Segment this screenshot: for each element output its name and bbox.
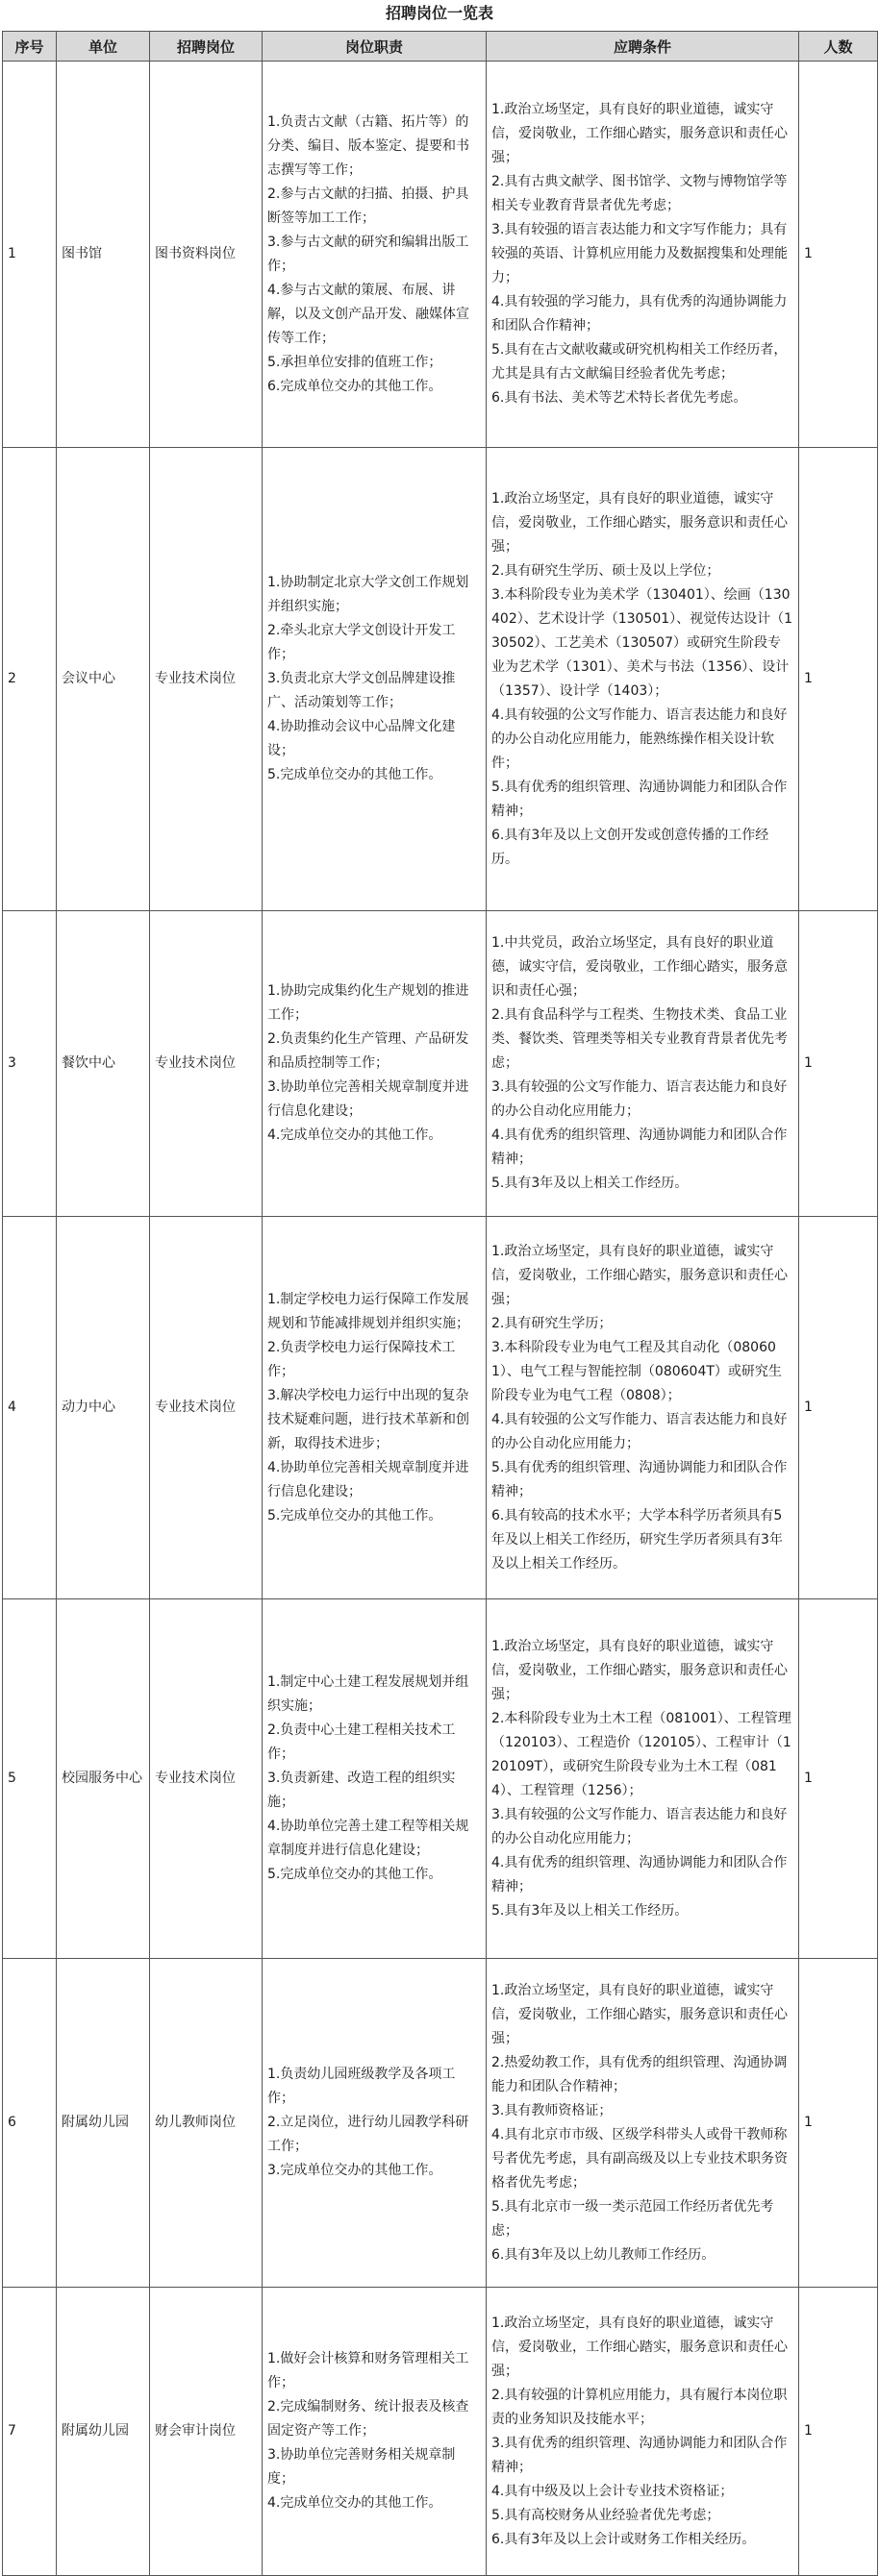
row-unit: 图书馆 <box>57 62 150 448</box>
row-duties <box>263 448 487 911</box>
row-serial-number: 3 <box>3 911 57 1217</box>
requirement-item: 2.具有研究生学历、硕士及以上学位； <box>491 562 720 579</box>
row-serial-number: 1 <box>3 62 57 448</box>
requirement-item: 6.具有3年及以上幼儿教师工作经历。 <box>491 2246 716 2263</box>
duty-item: 1.协助制定北京大学文创工作规划并组织实施； <box>267 575 469 614</box>
duty-item: 3.负责新建、改造工程的组织实施； <box>267 1771 456 1810</box>
row-headcount: 1 <box>799 1599 878 1959</box>
requirement-item: 1.政治立场坚定，具有良好的职业道德，诚实守信，爱岗敬业，工作细心踏实，服务意识和责任心强； <box>491 102 788 165</box>
table-row <box>3 62 878 448</box>
duty-item: 2.负责集约化生产管理、产品研发和品质控制等工作； <box>267 1031 469 1071</box>
duty-item: 2.完成编制财务、统计报表及核查固定资产等工作； <box>267 2399 469 2439</box>
row-requirements <box>487 1217 799 1599</box>
row-unit: 会议中心 <box>57 448 150 911</box>
duty-item: 3.参与古文献的研究和编辑出版工作； <box>267 234 469 274</box>
table-row <box>3 1217 878 1599</box>
duty-item: 6.完成单位交办的其他工作。 <box>267 378 442 394</box>
row-requirements <box>487 911 799 1217</box>
duty-item: 1.做好会计核算和财务管理相关工作； <box>267 2351 469 2390</box>
requirement-item: 2.具有较强的计算机应用能力，具有履行本岗位职责的业务知识及技能水平； <box>491 2387 788 2427</box>
duty-item: 3.协助单位完善相关规章制度并进行信息化建设； <box>267 1079 469 1119</box>
document-title: 招聘岗位一览表 <box>385 4 493 22</box>
duty-item: 4.协助单位完善土建工程等相关规章制度并进行信息化建设； <box>267 1819 469 1858</box>
requirement-item: 5.具有高校财务从业经验者优先考虑； <box>491 2507 720 2523</box>
table-body <box>3 62 878 2576</box>
row-duties <box>263 1599 487 1959</box>
requirement-item: 5.具有在古文献收藏或研究机构相关工作经历者，尤其是具有古文献编目经验者优先考虑； <box>491 342 788 382</box>
row-serial-number: 5 <box>3 1599 57 1959</box>
row-duties <box>263 2288 487 2576</box>
row-position: 专业技术岗位 <box>150 448 263 911</box>
duty-item: 1.负责古文献（古籍、拓片等）的分类、编目、版本鉴定、提要和书志撰写等工作； <box>267 113 469 178</box>
duty-item: 2.负责中心土建工程相关技术工作； <box>267 1722 456 1762</box>
row-requirements <box>487 1599 799 1959</box>
requirement-item: 2.具有研究生学历； <box>491 1315 613 1331</box>
requirement-item: 3.具有较强的语言表达能力和文字写作能力；具有较强的英语、计算机应用能力及数据搜集和处理能力； <box>491 222 788 285</box>
duty-item: 4.完成单位交办的其他工作。 <box>267 2495 442 2511</box>
row-unit: 附属幼儿园 <box>57 2288 150 2576</box>
requirement-item: 5.具有北京市一级一类示范园工作经历者优先考虑； <box>491 2198 774 2239</box>
requirement-item: 5.具有3年及以上相关工作经历。 <box>491 1902 689 1919</box>
duty-item: 4.协助单位完善相关规章制度并进行信息化建设； <box>267 1459 469 1499</box>
requirement-item: 2.具有古典文献学、图书馆学、文物与博物馆学等相关专业教育背景者优先考虑； <box>491 174 788 213</box>
header-serial-number: 序号 <box>3 32 57 62</box>
row-unit: 动力中心 <box>57 1217 150 1599</box>
row-headcount: 1 <box>799 448 878 911</box>
requirement-item: 5.具有优秀的组织管理、沟通协调能力和团队合作精神； <box>491 779 788 819</box>
table-row <box>3 2288 878 2576</box>
requirement-item: 6.具有3年及以上会计或财务工作相关经历。 <box>491 2531 756 2547</box>
duty-item: 2.牵头北京大学文创设计开发工作； <box>267 623 456 662</box>
row-headcount: 1 <box>799 1959 878 2288</box>
row-unit: 附属幼儿园 <box>57 1959 150 2288</box>
duty-item: 5.完成单位交办的其他工作。 <box>267 1507 442 1523</box>
requirement-item: 3.具有较强的公文写作能力、语言表达能力和良好的办公自动化应用能力； <box>491 1806 788 1846</box>
duty-item: 4.参与古文献的策展、布展、讲解，以及文创产品开发、融媒体宣传等工作； <box>267 282 469 346</box>
header-unit: 单位 <box>57 32 150 62</box>
table-row <box>3 911 878 1217</box>
table-header-row <box>3 32 878 62</box>
duty-item: 4.协助推动会议中心品牌文化建设； <box>267 719 456 758</box>
duty-item: 4.完成单位交办的其他工作。 <box>267 1127 442 1143</box>
requirement-item: 5.具有优秀的组织管理、沟通协调能力和团队合作精神； <box>491 1459 788 1499</box>
requirement-item: 6.具有较高的技术水平；大学本科学历者须具有5年及以上相关工作经历，研究生学历者须具有3年及以上相关工作经历。 <box>491 1507 783 1572</box>
requirement-item: 3.具有优秀的组织管理、沟通协调能力和团队合作精神； <box>491 2435 788 2475</box>
duty-item: 3.协助单位完善财务相关规章制度； <box>267 2447 456 2487</box>
requirement-item: 2.具有食品科学与工程类、生物技术类、食品工业类、餐饮类、管理类等相关专业教育背景者优先考虑； <box>491 1007 788 1071</box>
header-duties: 岗位职责 <box>263 32 487 62</box>
duty-item: 3.解决学校电力运行中出现的复杂技术疑难问题，进行技术革新和创新，取得技术进步； <box>267 1387 469 1451</box>
duty-item: 5.承担单位安排的值班工作； <box>267 354 442 370</box>
requirement-item: 4.具有优秀的组织管理、沟通协调能力和团队合作精神； <box>491 1127 788 1167</box>
row-position: 财会审计岗位 <box>150 2288 263 2576</box>
requirement-item: 4.具有中级及以上会计专业技术资格证； <box>491 2483 734 2499</box>
duty-item: 3.负责北京大学文创品牌建设推广、活动策划等工作； <box>267 671 456 710</box>
row-headcount: 1 <box>799 1217 878 1599</box>
duty-item: 5.完成单位交办的其他工作。 <box>267 767 442 782</box>
header-position: 招聘岗位 <box>150 32 263 62</box>
requirement-item: 4.具有较强的公文写作能力、语言表达能力和良好的办公自动化应用能力，能熟练操作相关设计软件； <box>491 706 788 771</box>
header-requirements: 应聘条件 <box>487 32 799 62</box>
duty-item: 2.立足岗位，进行幼儿园教学科研工作； <box>267 2115 469 2154</box>
row-position: 专业技术岗位 <box>150 911 263 1217</box>
requirement-item: 4.具有优秀的组织管理、沟通协调能力和团队合作精神； <box>491 1854 788 1895</box>
requirement-item: 3.本科阶段专业为电气工程及其自动化（080601）、电气工程与智能控制（080604T）或研究生阶段专业为电气工程（0808）； <box>491 1339 782 1403</box>
row-position: 幼儿教师岗位 <box>150 1959 263 2288</box>
row-position: 专业技术岗位 <box>150 1217 263 1599</box>
duty-item: 1.制定学校电力运行保障工作发展规划和节能减排规划并组织实施； <box>267 1291 469 1331</box>
row-requirements <box>487 448 799 911</box>
row-duties <box>263 1959 487 2288</box>
requirement-item: 5.具有3年及以上相关工作经历。 <box>491 1176 689 1191</box>
requirement-item: 3.具有较强的公文写作能力、语言表达能力和良好的办公自动化应用能力； <box>491 1079 788 1119</box>
table-row <box>3 1599 878 1959</box>
requirement-item: 3.本科阶段专业为美术学（130401）、绘画（130402）、艺术设计学（130501）、视觉传达设计（130502）、工艺美术（130507）或研究生阶段专业为艺术学（1301）、美术与书法（1356）、设计（1357）、设计学（1403）； <box>491 586 793 699</box>
duty-item: 1.负责幼儿园班级教学及各项工作； <box>267 2067 456 2106</box>
duty-item: 3.完成单位交办的其他工作。 <box>267 2163 442 2178</box>
row-position: 专业技术岗位 <box>150 1599 263 1959</box>
requirement-item: 4.具有北京市市级、区级学科带头人或骨干教师称号者优先考虑，具有副高级及以上专业技术职务资格者优先考虑； <box>491 2126 788 2191</box>
duty-item: 5.完成单位交办的其他工作。 <box>267 1867 442 1882</box>
duty-item: 2.参与古文献的扫描、拍摄、护具断签等加工工作； <box>267 186 469 226</box>
row-requirements <box>487 2288 799 2576</box>
row-duties <box>263 62 487 448</box>
requirement-item: 1.政治立场坚定，具有良好的职业道德，诚实守信，爱岗敬业，工作细心踏实，服务意识和责任心强； <box>491 1243 788 1307</box>
duty-item: 1.协助完成集约化生产规划的推进工作； <box>267 983 469 1023</box>
requirement-item: 4.具有较强的学习能力，具有优秀的沟通协调能力和团队合作精神； <box>491 294 788 334</box>
requirement-item: 6.具有书法、美术等艺术特长者优先考虑。 <box>491 390 747 406</box>
row-serial-number: 6 <box>3 1959 57 2288</box>
row-headcount: 1 <box>799 911 878 1217</box>
header-headcount: 人数 <box>799 32 878 62</box>
row-headcount: 1 <box>799 62 878 448</box>
requirement-item: 3.具有教师资格证； <box>491 2102 613 2118</box>
row-unit: 餐饮中心 <box>57 911 150 1217</box>
requirement-item: 2.热爱幼教工作，具有优秀的组织管理、沟通协调能力和团队合作精神； <box>491 2054 788 2094</box>
requirement-item: 2.本科阶段专业为土木工程（081001）、工程管理（120103）、工程造价（120105）、工程审计（120109T），或研究生阶段专业为土木工程（0814）、工程管理（1256）； <box>491 1710 791 1798</box>
requirement-item: 1.政治立场坚定，具有良好的职业道德，诚实守信，爱岗敬业，工作细心踏实，服务意识和责任心强； <box>491 1982 788 2046</box>
requirement-item: 1.政治立场坚定，具有良好的职业道德，诚实守信，爱岗敬业，工作细心踏实，服务意识和责任心强； <box>491 490 788 555</box>
recruitment-table <box>2 31 878 2576</box>
table-row <box>3 448 878 911</box>
row-unit: 校园服务中心 <box>57 1599 150 1959</box>
requirement-item: 1.政治立场坚定，具有良好的职业道德，诚实守信，爱岗敬业，工作细心踏实，服务意识和责任心强； <box>491 2315 788 2379</box>
requirement-item: 1.中共党员，政治立场坚定，具有良好的职业道德，诚实守信，爱岗敬业，工作细心踏实，服务意识和责任心强； <box>491 935 788 999</box>
requirement-item: 4.具有较强的公文写作能力、语言表达能力和良好的办公自动化应用能力； <box>491 1411 788 1451</box>
requirement-item: 1.政治立场坚定，具有良好的职业道德，诚实守信，爱岗敬业，工作细心踏实，服务意识和责任心强； <box>491 1638 788 1702</box>
table-row <box>3 1959 878 2288</box>
row-serial-number: 7 <box>3 2288 57 2576</box>
row-duties <box>263 911 487 1217</box>
row-duties <box>263 1217 487 1599</box>
duty-item: 1.制定中心土建工程发展规划并组织实施； <box>267 1674 469 1714</box>
row-serial-number: 2 <box>3 448 57 911</box>
row-requirements <box>487 1959 799 2288</box>
duty-item: 2.负责学校电力运行保障技术工作； <box>267 1339 456 1379</box>
row-requirements <box>487 62 799 448</box>
requirement-item: 6.具有3年及以上文创开发或创意传播的工作经历。 <box>491 827 769 867</box>
row-serial-number: 4 <box>3 1217 57 1599</box>
row-position: 图书资料岗位 <box>150 62 263 448</box>
row-headcount: 1 <box>799 2288 878 2576</box>
